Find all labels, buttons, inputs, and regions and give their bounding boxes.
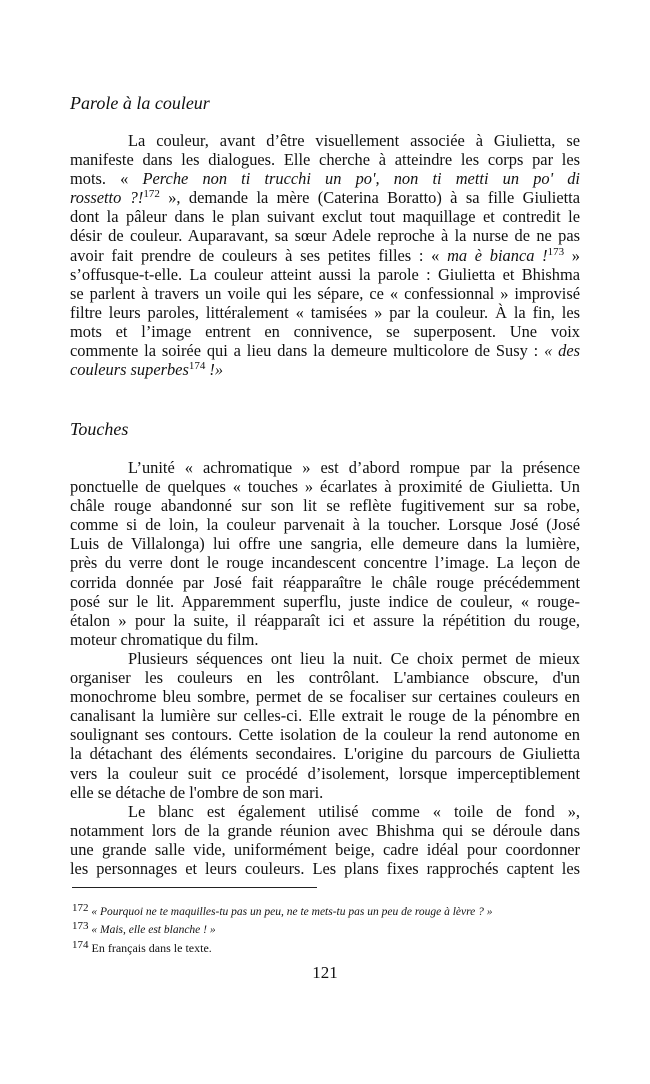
footnote-173 <box>72 919 216 937</box>
text-line <box>70 534 580 553</box>
text-line <box>70 246 580 265</box>
text-line <box>70 821 580 840</box>
text-segment: canalisant la lumière sur celles-ci. Elle extrait le rouge de la pénombre en <box>70 706 580 726</box>
paragraph <box>70 458 580 649</box>
text-segment: Plusieurs séquences ont lieu la nuit. Ce choix permet de mieux <box>128 648 580 668</box>
text-segment: Le blanc est également utilisé comme « toile de fond », <box>128 801 580 821</box>
footnote-reference: 172 <box>143 188 160 201</box>
text-segment: châle rouge abandonné sur son lit se reflète fugitivement sur sa robe, <box>70 496 580 516</box>
footnote-rule <box>72 887 317 888</box>
section-heading-touches: Touches <box>70 419 129 439</box>
text-segment: une grande salle vide, uniformément beige, cadre idéal pour coordonner <box>70 839 580 859</box>
text-segment: posé sur le lit. Apparemment superflu, juste indice de couleur, « rouge- <box>70 591 580 611</box>
footnote-172 <box>72 901 493 919</box>
text-line <box>70 150 580 169</box>
text-segment: la détachant des éléments secondaires. L'origine du parcours de Giulietta <box>70 744 580 764</box>
section-heading-parole: Parole à la couleur <box>70 93 210 113</box>
footnote-number: 173 <box>72 920 89 932</box>
footnote-174 <box>72 938 212 955</box>
italic-text: rossetto ?! <box>70 188 144 208</box>
text-line <box>70 592 580 611</box>
text-line <box>70 611 580 630</box>
text-line <box>70 226 580 245</box>
text-segment: La couleur, avant d’être visuellement associée à Giulietta, se <box>128 131 580 150</box>
text-line <box>70 630 580 649</box>
text-segment: monochrome bleu sombre, permet de se focaliser sur certaines couleurs en <box>70 687 580 707</box>
text-segment: » <box>564 245 581 265</box>
text-segment: commente la soirée qui a lieu dans la demeure multicolore de Susy : <box>70 341 545 361</box>
italic-text: !» <box>205 360 224 380</box>
text-segment: », demande la mère (Caterina Boratto) à sa fille Giulietta <box>159 188 580 208</box>
text-segment: les personnages et leurs couleurs. Les plans fixes rapprochés captent les <box>70 858 580 878</box>
paragraph <box>70 131 580 379</box>
text-line <box>70 284 580 303</box>
text-segment: elle se détache de l'ombre de son mari. <box>70 782 324 802</box>
text-segment: désir de couleur. Auparavant, sa sœur Adele reproche à la nurse de ne pas <box>70 226 580 246</box>
text-line <box>70 802 580 821</box>
text-line <box>70 553 580 572</box>
paragraph <box>70 802 580 878</box>
text-line <box>70 515 580 534</box>
text-line <box>70 573 580 592</box>
text-line <box>70 706 580 725</box>
footnote-text: « Mais, elle est blanche ! » <box>91 924 216 936</box>
text-line <box>70 744 580 763</box>
text-segment: L’unité « achromatique » est d’abord rompue par la présence <box>128 458 580 477</box>
text-line <box>70 169 580 188</box>
text-line <box>70 341 580 360</box>
text-segment: s’offusque-t-elle. La couleur atteint aussi la parole : Giulietta et Bhishma <box>70 264 580 284</box>
text-line <box>70 477 580 496</box>
text-line <box>70 265 580 284</box>
text-segment: mots. « <box>70 169 143 189</box>
text-segment: corrida donnée par José fait réapparaître le châle rouge précédemment <box>70 572 580 592</box>
text-line <box>70 360 580 379</box>
page-number: 121 <box>312 963 338 982</box>
section-body-touches <box>70 458 580 878</box>
text-segment: près du verre dont le rouge incandescent concentre l’image. La leçon de <box>70 553 580 573</box>
text-segment: étalon » pour la suite, il réapparaît ici et assure la répétition du rouge, <box>70 610 580 630</box>
text-segment: comme si de loin, la couleur parvenait à la toucher. Lorsque José (José <box>70 515 580 535</box>
italic-text: ma è bianca ! <box>447 245 548 265</box>
text-line <box>70 668 580 687</box>
text-line <box>70 322 580 341</box>
footnote-number: 172 <box>72 902 89 914</box>
text-line <box>70 496 580 515</box>
footnote-reference: 173 <box>547 245 565 258</box>
text-line <box>70 207 580 226</box>
text-line <box>70 687 580 706</box>
footnote-reference: 174 <box>188 360 206 373</box>
text-line <box>70 188 580 207</box>
text-segment: avoir fait prendre de couleurs à ses petites filles : « <box>70 245 448 265</box>
text-segment: vers la couleur suit ce procédé d’isolement, lorsque imperceptiblement <box>70 763 580 783</box>
text-segment: dont la pâleur dans le plan suivant exclut tout maquillage et contredit le <box>70 207 580 227</box>
text-line <box>70 725 580 744</box>
text-line <box>70 458 580 477</box>
italic-text: Perche non ti trucchi un po', non ti metti un po' di <box>142 169 580 189</box>
text-segment: soulignant ses contours. Cette isolation de la couleur la rend autonome en <box>70 725 580 745</box>
text-segment: notamment lors de la grande réunion avec Bhishma qui se déroule dans <box>70 820 580 840</box>
footnote-text: « Pourquoi ne te maquilles-tu pas un peu, ne te mets-tu pas un peu de rouge à lèvre ? » <box>91 906 493 918</box>
text-segment: se parlent à travers un voile qui les sépare, ce « confessionnal » improvisé <box>70 283 580 303</box>
text-segment: ponctuelle de quelques « touches » écarlates à proximité de Giulietta. Un <box>70 477 580 497</box>
paragraph <box>70 649 580 802</box>
italic-text: « des <box>544 341 580 361</box>
text-segment: organiser les couleurs en les contrôlant. L'ambiance obscure, d'un <box>70 668 580 688</box>
italic-text: couleurs superbes <box>70 360 189 380</box>
text-line <box>70 859 580 878</box>
text-line <box>70 131 580 150</box>
footnote-number: 174 <box>72 939 89 951</box>
text-line <box>70 764 580 783</box>
text-line <box>70 649 580 668</box>
text-segment: mots et l’image entrent en connivence, se superposent. Une voix <box>70 321 580 341</box>
text-segment: filtre leurs paroles, littéralement « tamisées » par la couleur. À la fin, les <box>70 302 580 322</box>
section-body-parole <box>70 131 580 379</box>
text-segment: moteur chromatique du film. <box>70 629 259 649</box>
text-line <box>70 840 580 859</box>
text-line <box>70 783 580 802</box>
text-segment: manifeste dans les dialogues. Elle cherche à atteindre les corps par les <box>70 150 580 170</box>
text-line <box>70 303 580 322</box>
footnote-text: En français dans le texte. <box>91 941 212 955</box>
text-segment: Luis de Villalonga) lui offre une sangria, elle demeure dans la lumière, <box>70 534 580 554</box>
